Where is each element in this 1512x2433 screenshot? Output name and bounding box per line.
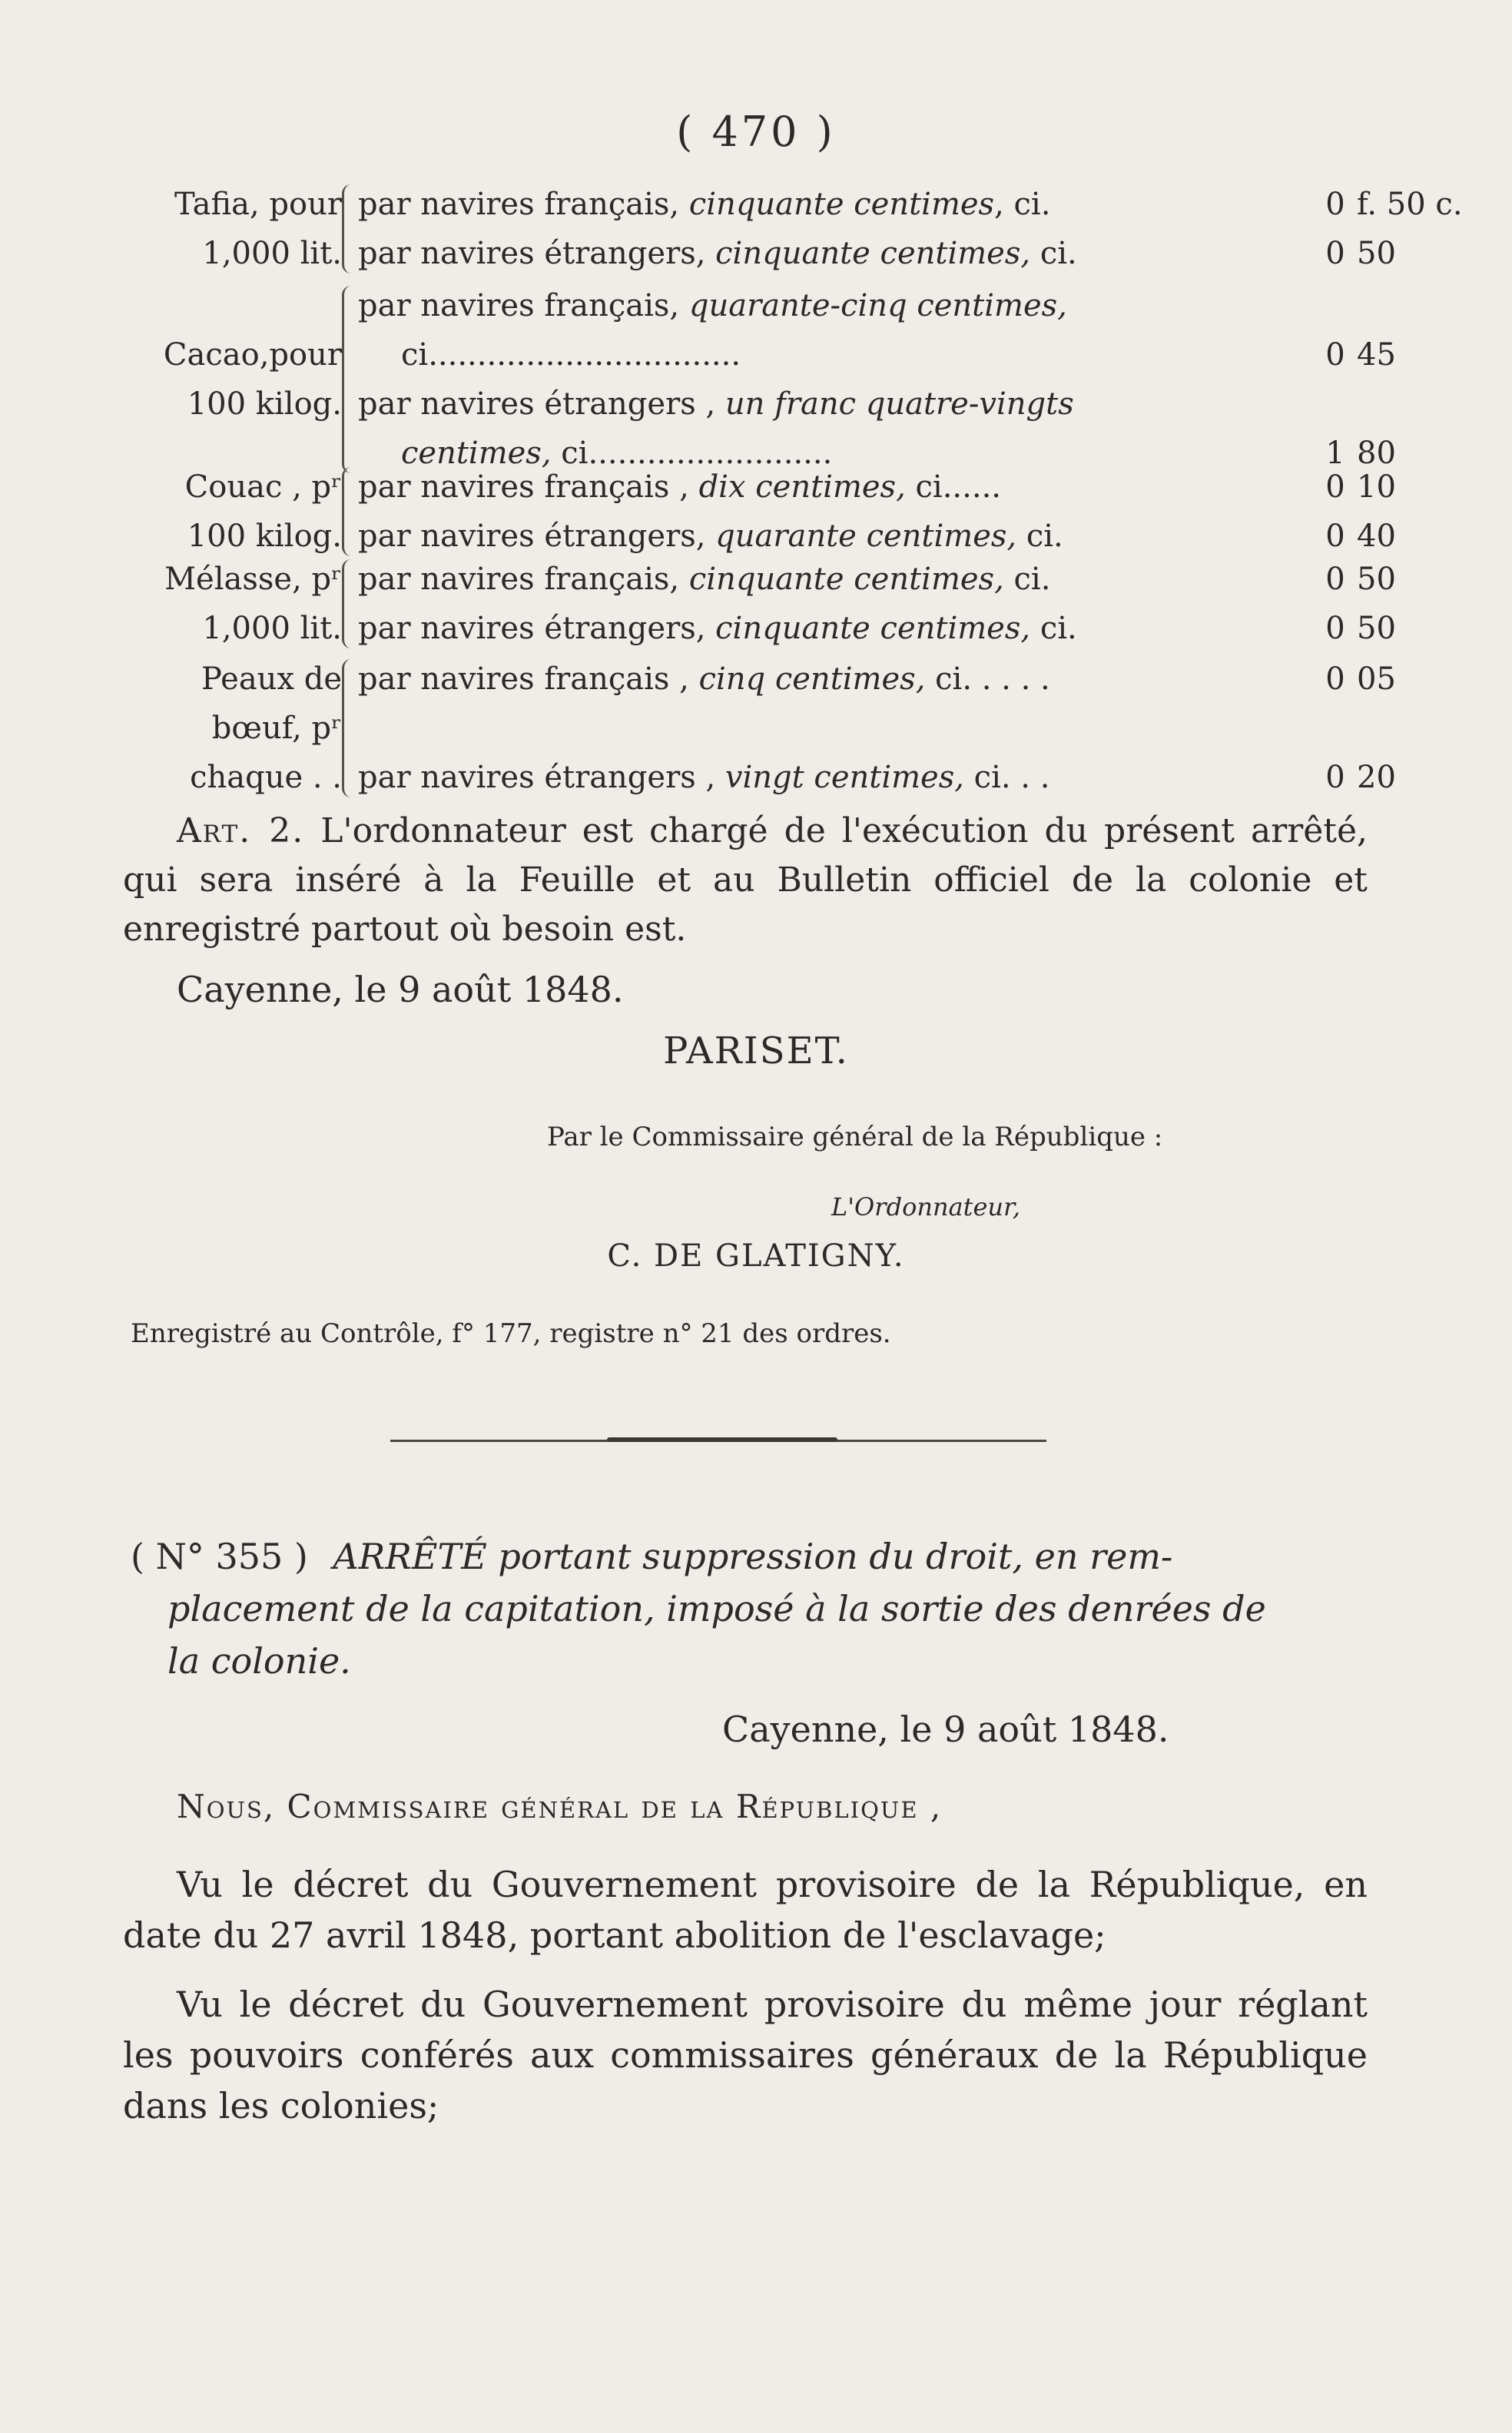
tariff-line-amount-words: cinquante centimes, [715,236,1031,271]
tariff-line-text [358,555,1050,604]
tariff-line [358,604,1396,653]
tariff-line-amount-words: quarante centimes, [715,519,1017,554]
tariff-line-amount-words: vingt centimes, [724,760,964,795]
tariff-product-label: Cacao,pour [163,337,342,373]
tariff-line-suffix: , ci. [994,187,1051,222]
tariff-francs: 0 [1325,661,1345,697]
tariff-line [358,380,1368,429]
tariff-centimes: 10 [1357,469,1396,505]
tariff-centimes: f. 50 c. [1357,187,1463,222]
tariff-line-prefix: par navires étrangers , [358,760,725,795]
signature-pariset: PARISET. [663,1029,849,1072]
tariff-francs: 0 [1325,519,1345,554]
tariff-line-amount-words: quarante-cinq centimes, [688,288,1067,323]
section-divider-ornament [607,1437,837,1442]
tariff-product-label: Couac , pʳ [184,469,342,505]
tariff-line-suffix: ci. [1016,519,1063,554]
tariff-line-prefix: par navires français , [358,661,699,697]
tariff-lines [358,462,1396,561]
tariff-line-text [358,753,1049,802]
tariff-centimes: 80 [1357,436,1396,471]
tariff-line-suffix: ci. [1030,611,1077,646]
nous-commissaire: Nous, Commissaire général de la République , [177,1788,943,1825]
tariff-line-amount-words: cinquante centimes, [715,611,1031,646]
tariff-line-suffix: ci. . . . . [925,661,1050,697]
tariff-line-text [358,380,1074,429]
tariff-product-label: 100 kilog. [187,386,342,422]
tariff-line-prefix: par navires français , [358,469,699,505]
tariff-line [358,462,1396,512]
tariff-line-amount-words: dix centimes, [698,469,906,505]
tariff-line-suffix: ci......................... [551,436,833,471]
tariff-francs: 0 [1325,236,1345,271]
tariff-lines [358,655,1396,802]
tariff-line-prefix: par navires étrangers , [358,386,725,422]
enregistre-note: Enregistré au Contrôle, f° 177, registre n° 21 des ordres. [131,1318,891,1349]
tariff-line-prefix: par navires français, [358,187,689,222]
tariff-francs: 0 [1325,469,1345,505]
tariff-brace [342,559,358,648]
date-place: Cayenne, le 9 août 1848. [177,969,624,1010]
tariff-line-prefix: par navires français, [358,288,689,323]
tariff-line [358,655,1396,704]
tariff-centimes: 45 [1357,337,1396,373]
tariff-brace [342,659,358,797]
tariff-centimes: 40 [1357,519,1396,554]
tariff-product-label: 100 kilog. [187,519,342,554]
tariff-product [123,555,342,653]
tariff-product-label: chaque . . [190,760,342,795]
tariff-brace [342,184,358,273]
ordonnateur-title: L'Ordonnateur, [831,1192,1020,1221]
tariff-line-amount-words: cinquante centimes, [688,562,1004,597]
tariff-lines [358,180,1463,278]
vu-decret-abolition: Vu le décret du Gouvernement provisoire de la République, en date du 27 avril 1848, portant abolition de l'esclavage; [123,1864,1368,1956]
tariff-centimes: 05 [1357,661,1396,697]
tariff-line-text [358,180,1050,229]
tariff-product [123,462,342,561]
tariff-line-amount-words: cinquante centimes [688,187,995,222]
tariff-line-text [358,462,1001,512]
tariff-line-prefix: par navires étrangers, [358,236,716,271]
tariff-product-label: 1,000 lit. [202,236,342,271]
tariff-line-text [358,281,1067,330]
tariff-product [123,180,342,278]
tariff-product-label: 1,000 lit. [202,611,342,646]
arrete-heading [131,1530,1375,1687]
tariff-lines [358,555,1396,653]
tariff-product-label: Mélasse, pʳ [164,562,342,597]
tariff-francs: 0 [1325,760,1345,795]
tariff-line [358,281,1368,330]
tariff-line-prefix: par navires français, [358,562,689,597]
tariff-line [358,753,1396,802]
tariff-line [358,555,1396,604]
arrete-number: ( N° 355 ) [131,1536,308,1577]
tariff-brace [342,467,358,556]
tariff-centimes: 50 [1357,236,1396,271]
tariff-line-suffix: ci. . . [963,760,1050,795]
arrete-title-line3: la colonie. [167,1640,351,1682]
tariff-line-text [358,604,1077,653]
tariff-francs: 0 [1325,611,1345,646]
tariff-line-prefix: par navires étrangers, [358,519,716,554]
tariff-line-text [401,330,741,380]
tariff-francs: 0 [1325,337,1345,373]
tariff-francs: 0 [1325,187,1345,222]
arrete-title-line2: placement de la capitation, imposé à la sortie des denrées de [167,1588,1266,1629]
arrete-date: Cayenne, le 9 août 1848. [722,1709,1169,1750]
tariff-line-text [358,229,1077,278]
tariff-product-label: Peaux de [201,661,342,697]
arrete-title-line1: ARRÊTÉ portant suppression du droit, en rem- [333,1536,1173,1577]
tariff-line-amount-words: centimes, [401,436,552,471]
page-number: ( 470 ) [676,108,836,156]
tariff-line [358,229,1396,278]
article-2-text: L'ordonnateur est chargé de l'exécution du présent arrêté, qui sera inséré à la Feuille et au Bulletin officiel de la colonie et enregistré partout où besoin est. [123,811,1368,949]
tariff-line-suffix: ci. [1003,562,1051,597]
tariff-line-amount-words: un franc quatre-vingts [724,386,1074,422]
tariff-line-suffix: ci. [1030,236,1077,271]
vu-decret-pouvoirs: Vu le décret du Gouvernement provisoire du même jour réglant les pouvoirs conférés aux commissaires généraux de la République dans les colonies; [123,1984,1368,2126]
tariff-line-text [358,655,1050,704]
tariff-line-prefix: par navires étrangers, [358,611,716,646]
tariff-centimes: 20 [1357,760,1396,795]
tariff-francs: 1 [1325,436,1345,471]
tariff-line-text [358,512,1063,561]
tariff-line [358,180,1463,229]
tariff-line-amount-words: cinq centimes, [698,661,926,697]
tariff-line [358,512,1396,561]
tariff-line [358,704,1368,753]
par-le-commissaire: Par le Commissaire général de la République : [547,1122,1163,1152]
tariff-centimes: 50 [1357,611,1396,646]
tariff-line-prefix: ci................................ [401,337,741,373]
tariff-centimes: 50 [1357,562,1396,597]
article-2-label: Art. 2. [177,811,305,850]
article-2 [123,807,1368,954]
tariff-francs: 0 [1325,562,1345,597]
tariff-product [123,330,342,429]
tariff-brace [342,286,358,473]
tariff-product-label: bœuf, pʳ [211,711,342,746]
signature-glatigny: C. DE GLATIGNY. [607,1238,905,1274]
tariff-product-label: Tafia, pour [174,187,342,222]
tariff-line [358,330,1396,380]
tariff-lines [358,281,1396,478]
tariff-line-suffix: ci...... [905,469,1001,505]
tariff-product [123,655,342,802]
